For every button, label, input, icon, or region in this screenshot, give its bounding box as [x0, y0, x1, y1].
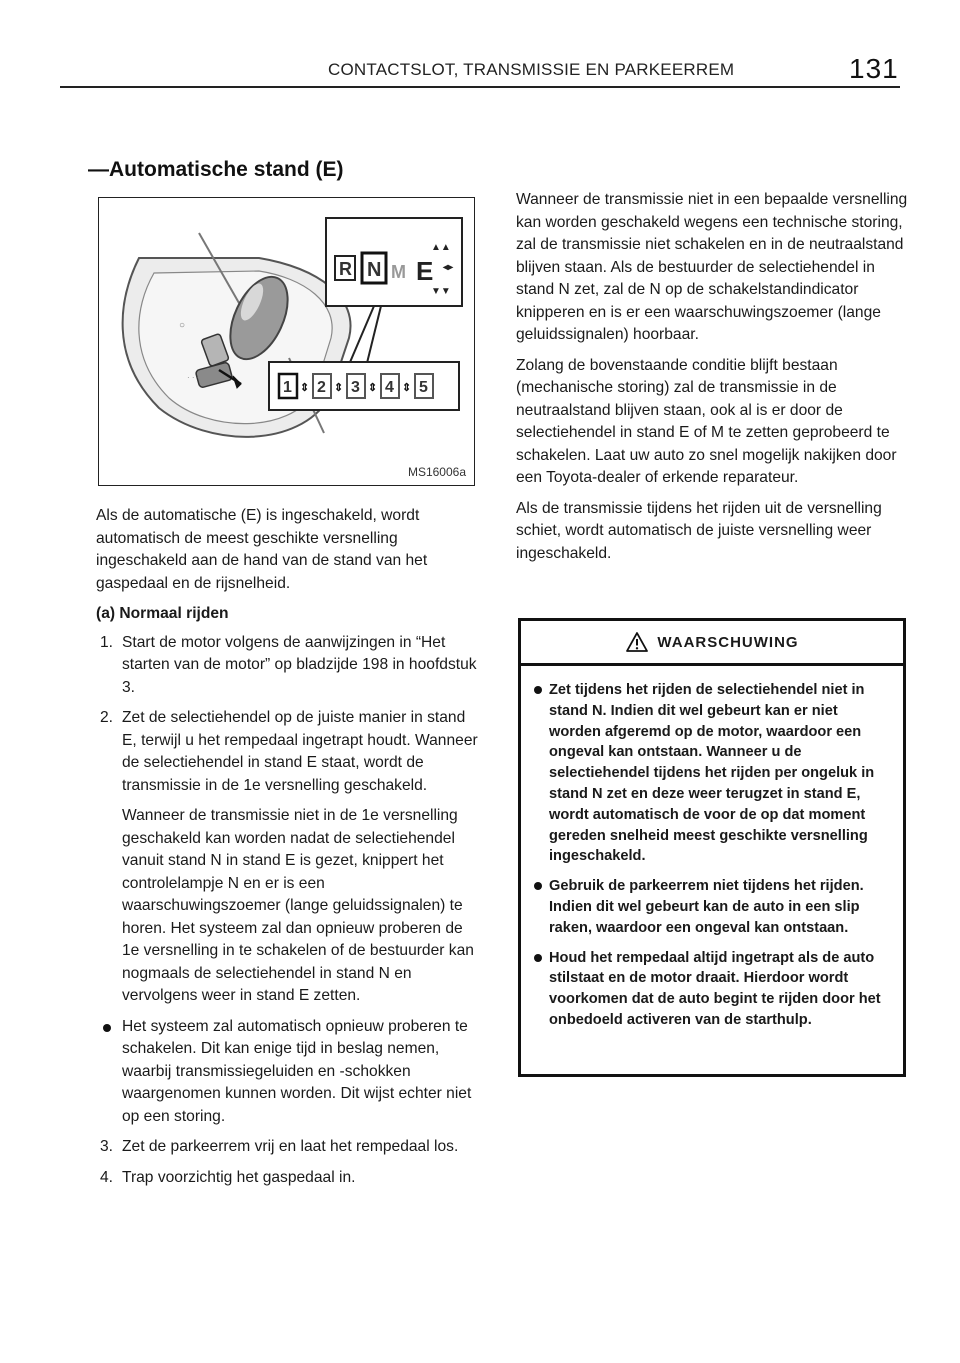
step-3 [96, 1136, 481, 1159]
gear-4: 4 [385, 379, 394, 396]
step-2-extra: Wanneer de transmissie niet in de 1e versnelling geschakeld kan worden nadat de selectiehendel vanuit stand N in stand E is gezet, knippert het controlelampje N en er is een waarschuwingszoemer (lange geluidssignalen) te horen. Het systeem zal dan opnieuw proberen de 1e versnelling in te schakelen of de bestuurder kan nogmaals de selectiehendel in stand N en vervolgens weer in stand E zetten. [122, 807, 474, 1004]
bullet-icon [103, 1024, 111, 1032]
warning-header [521, 621, 903, 666]
gear-5: 5 [419, 379, 428, 396]
shift-arrow-icon: ⇕ [334, 382, 344, 394]
shift-arrow-icon: ⇕ [300, 382, 310, 394]
bullet-icon [534, 882, 542, 890]
step-number: 1. [100, 633, 114, 651]
shift-arrow-icon: ⇕ [368, 382, 378, 394]
step-text: Zet de parkeerrem vrij en laat het rempedaal los. [122, 1138, 459, 1155]
warning-triangle-icon [625, 631, 649, 653]
right-column [516, 189, 908, 573]
step-number: 4. [100, 1168, 114, 1186]
section-title: —Automatische stand (E) [88, 158, 344, 181]
page-number: 131 [849, 53, 899, 84]
callout-line [367, 306, 381, 363]
illustration-drawing [99, 198, 475, 486]
console-mark: ○ [179, 320, 186, 331]
warning-box [518, 618, 906, 1077]
up-arrows-icon: ▲▲ [431, 242, 451, 253]
bullet-icon [534, 686, 542, 694]
subheading-normal-driving: (a) Normaal rijden [96, 605, 229, 622]
side-arrows-icon: ◂▸ [443, 262, 454, 273]
warning-item [533, 876, 891, 938]
bullet-item [96, 1016, 481, 1129]
paragraph-gear-drop: Als de transmissie tijdens het rijden uit de versnelling schiet, wordt automatisch de juiste versnelling weer ingeschakeld. [516, 499, 882, 562]
bullet-icon [534, 954, 542, 962]
step-text: Start de motor volgens de aanwijzingen in “Het starten van de motor” op bladzijde 198 in hoofdstuk 3. [122, 633, 477, 696]
step-2 [96, 707, 481, 797]
step-4 [96, 1167, 481, 1190]
down-arrows-icon: ▼▼ [431, 286, 451, 297]
gear-2: 2 [317, 379, 326, 396]
paragraph-mechanical-fault: Zolang de bovenstaande conditie blijft bestaan (mechanische storing) zal de transmissie in de neutraalstand blijven staan, ook al is er door de selectiehendel in stand E of M te zetten geprobeerd te schakelen. Laat uw auto zo snel mogelijk nakijken door een Toyota-dealer of erkende reparateur. [516, 356, 897, 486]
warning-item [533, 948, 891, 1031]
header-rule [60, 86, 900, 88]
bullet-text: Het systeem zal automatisch opnieuw proberen te schakelen. Dit kan enige tijd in beslag nemen, waarbij transmissiegeluiden en -schokken waargenomen kunnen worden. Dit wijst echter niet op een storing. [122, 1017, 472, 1125]
figure-code: MS16006a [407, 465, 466, 479]
shift-lever-illustration [98, 197, 475, 486]
intro-paragraph: Als de automatische (E) is ingeschakeld, wordt automatisch de meest geschikte versnelling ingeschakeld aan de hand van de stand van het gaspedaal en de rijsnelheid. [96, 507, 428, 592]
warning-text: Gebruik de parkeerrem niet tijdens het rijden. Indien dit wel gebeurt kan de auto in een slip raken, waardoor een ongeval kan ontstaan. [549, 878, 864, 936]
paragraph-technical-fault: Wanneer de transmissie niet in een bepaalde versnelling kan worden geschakeld wegens een technische storing, zal de transmissie niet schakelen en in de neutraalstand blijven staan. Als de bestuurder de selectiehendel in stand N zet, zal de N op de schakelstandindicator knipperen en is er een waarschuwingszoemer (lange geluidssignalen) hoorbaar. [516, 191, 908, 343]
indicator-r: R [339, 259, 352, 279]
left-column [96, 505, 481, 1197]
gear-3: 3 [351, 379, 360, 396]
warning-text: Zet tijdens het rijden de selectiehendel niet in stand N. Indien dit wel gebeurt kan er niet worden afgeremd op de motor, waardoor een ongeval kan ontstaan. Wanneer u de selectiehendel tijdens het rijden per ongeluk in stand N zet en deze weer terugzet in stand E, wordt automatisch de voor de op dat moment gereden snelheid meest geschikte versnelling ingeschakeld. [549, 682, 875, 865]
shift-arrow-icon: ⇕ [402, 382, 412, 394]
running-header: CONTACTSLOT, TRANSMISSIE EN PARKEERREM [328, 60, 735, 79]
step-number: 3. [100, 1138, 114, 1155]
indicator-e: E [416, 256, 434, 286]
step-text: Zet de selectiehendel op de juiste manier in stand E, terwijl u het rempedaal ingetrapt houdt. Wanneer de selectiehendel in stand E staat, wordt de transmissie in de 1e versnelling geschakeld. [122, 709, 478, 794]
warning-title: WAARSCHUWING [657, 633, 799, 651]
step-text: Trap voorzichtig het gaspedaal in. [122, 1168, 356, 1186]
warning-body [521, 666, 903, 1031]
indicator-m: M [391, 262, 406, 282]
gear-1: 1 [283, 379, 292, 396]
warning-text: Houd het rempedaal altijd ingetrapt als de auto stilstaat en de motor draait. Hierdoor wordt voorkomen dat de auto begint te rijden door het onbedoeld activeren van de starthulp. [549, 949, 881, 1028]
indicator-n: N [367, 259, 382, 281]
warning-item [533, 680, 891, 867]
step-1 [96, 632, 481, 700]
console-mark: · · · [187, 373, 200, 382]
step-number: 2. [100, 709, 114, 726]
